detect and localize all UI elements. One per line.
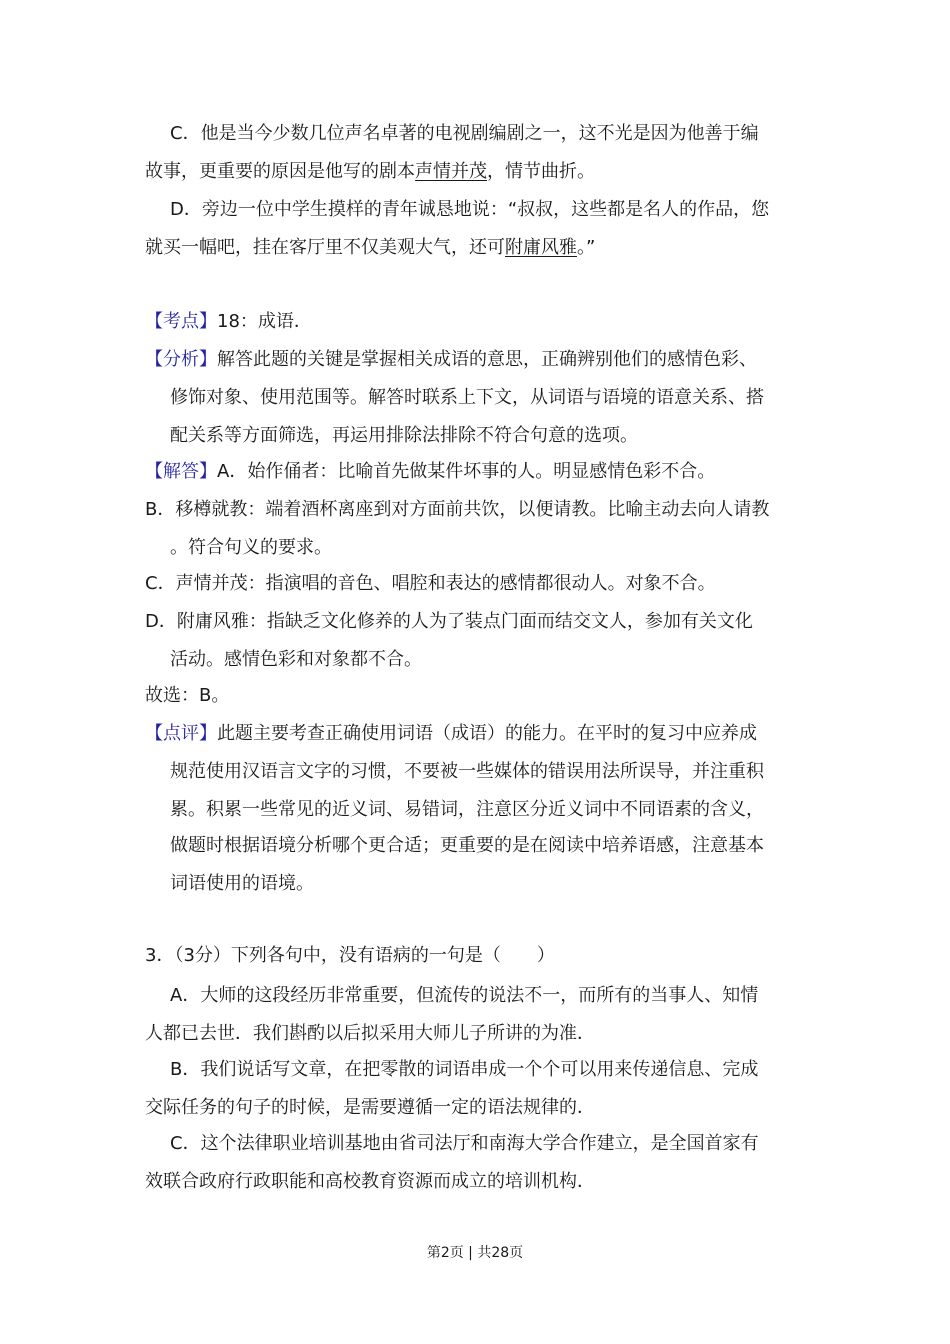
dianping-line1 [145, 721, 757, 747]
q3-option-a-line2: 人都已去世．我们斟酌以后拟采用大师儿子所讲的为准． [145, 1023, 595, 1044]
q2-option-c-line1: C．他是当今少数几位声名卓著的电视剧编剧之一，这不光是因为他善于编 [170, 123, 759, 144]
fenxi-tag: 【分析】 [145, 349, 217, 370]
dianping-line4: 做题时根据语境分析哪个更合适；更重要的是在阅读中培养语感，注意基本 [170, 835, 764, 856]
dianping-line3: 累。积累一些常见的近义词、易错词，注意区分近义词中不同语素的含义， [170, 799, 764, 820]
kaodian-text: 18：成语． [217, 311, 312, 332]
dianping-tag: 【点评】 [145, 723, 217, 744]
dianping-text: 此题主要考查正确使用词语（成语）的能力。在平时的复习中应养成 [217, 723, 757, 744]
q3-option-b-line2: 交际任务的句子的时候，是需要遵循一定的语法规律的． [145, 1097, 595, 1118]
underlined-idiom: 附庸风雅 [505, 237, 577, 258]
dianping-line2: 规范使用汉语言文字的习惯，不要被一些媒体的错误用法所误导，并注重积 [170, 761, 764, 782]
text-segment: 故事，更重要的原因是他写的剧本 [145, 161, 415, 182]
jieda-line2: B．移樽就教：端着酒杯离座到对方面前共饮，以便请教。比喻主动去向人请教 [145, 499, 770, 520]
text-segment: 。” [577, 237, 596, 258]
text-segment: ，情节曲折。 [487, 161, 595, 182]
fenxi-text: 解答此题的关键是掌握相关成语的意思，正确辨别他们的感情色彩、 [217, 349, 757, 370]
q3-option-c-line2: 效联合政府行政职能和高校教育资源而成立的培训机构． [145, 1171, 595, 1192]
jieda-line6: 活动。感情色彩和对象都不合。 [170, 649, 422, 670]
jieda-line5: D．附庸风雅：指缺乏文化修养的人为了装点门面而结交文人，参加有关文化 [145, 611, 753, 632]
kaodian-tag: 【考点】 [145, 311, 217, 332]
text-segment: 就买一幅吧，挂在客厅里不仅美观大气，还可 [145, 237, 505, 258]
answer-line: 故选：B。 [145, 685, 230, 706]
q3-stem: 3．（3分）下列各句中，没有语病的一句是（ ） [145, 945, 555, 966]
jieda-line3: 。符合句义的要求。 [170, 537, 332, 558]
jieda-tag: 【解答】 [145, 461, 217, 482]
q3-option-c-line1: C．这个法律职业培训基地由省司法厅和南海大学合作建立，是全国首家有 [170, 1133, 759, 1154]
underlined-idiom: 声情并茂 [415, 161, 487, 182]
fenxi-line2: 修饰对象、使用范围等。解答时联系上下文，从词语与语境的语意关系、搭 [170, 387, 764, 408]
q3-option-a-line1: A．大师的这段经历非常重要，但流传的说法不一，而所有的当事人、知情 [170, 985, 759, 1006]
page-footer: 第2页 | 共28页 [426, 1245, 524, 1261]
dianping-line5: 词语使用的语境。 [170, 873, 314, 894]
kaodian-line [145, 309, 312, 335]
fenxi-line1 [145, 347, 757, 373]
fenxi-line3: 配关系等方面筛选，再运用排除法排除不符合句意的选项。 [170, 425, 638, 446]
q3-option-b-line1: B．我们说话写文章，在把零散的词语串成一个个可以用来传递信息、完成 [170, 1059, 759, 1080]
jieda-line4: C．声情并茂：指演唱的音色、唱腔和表达的感情都很动人。对象不合。 [145, 573, 716, 594]
q2-option-c-line2 [145, 159, 595, 185]
q2-option-d-line2 [145, 235, 595, 261]
q2-option-d-line1: D．旁边一位中学生摸样的青年诚恳地说：“叔叔，这些都是名人的作品，您 [170, 199, 770, 220]
jieda-line1 [145, 459, 715, 485]
jieda-text: A．始作俑者：比喻首先做某件坏事的人。明显感情色彩不合。 [217, 461, 716, 482]
